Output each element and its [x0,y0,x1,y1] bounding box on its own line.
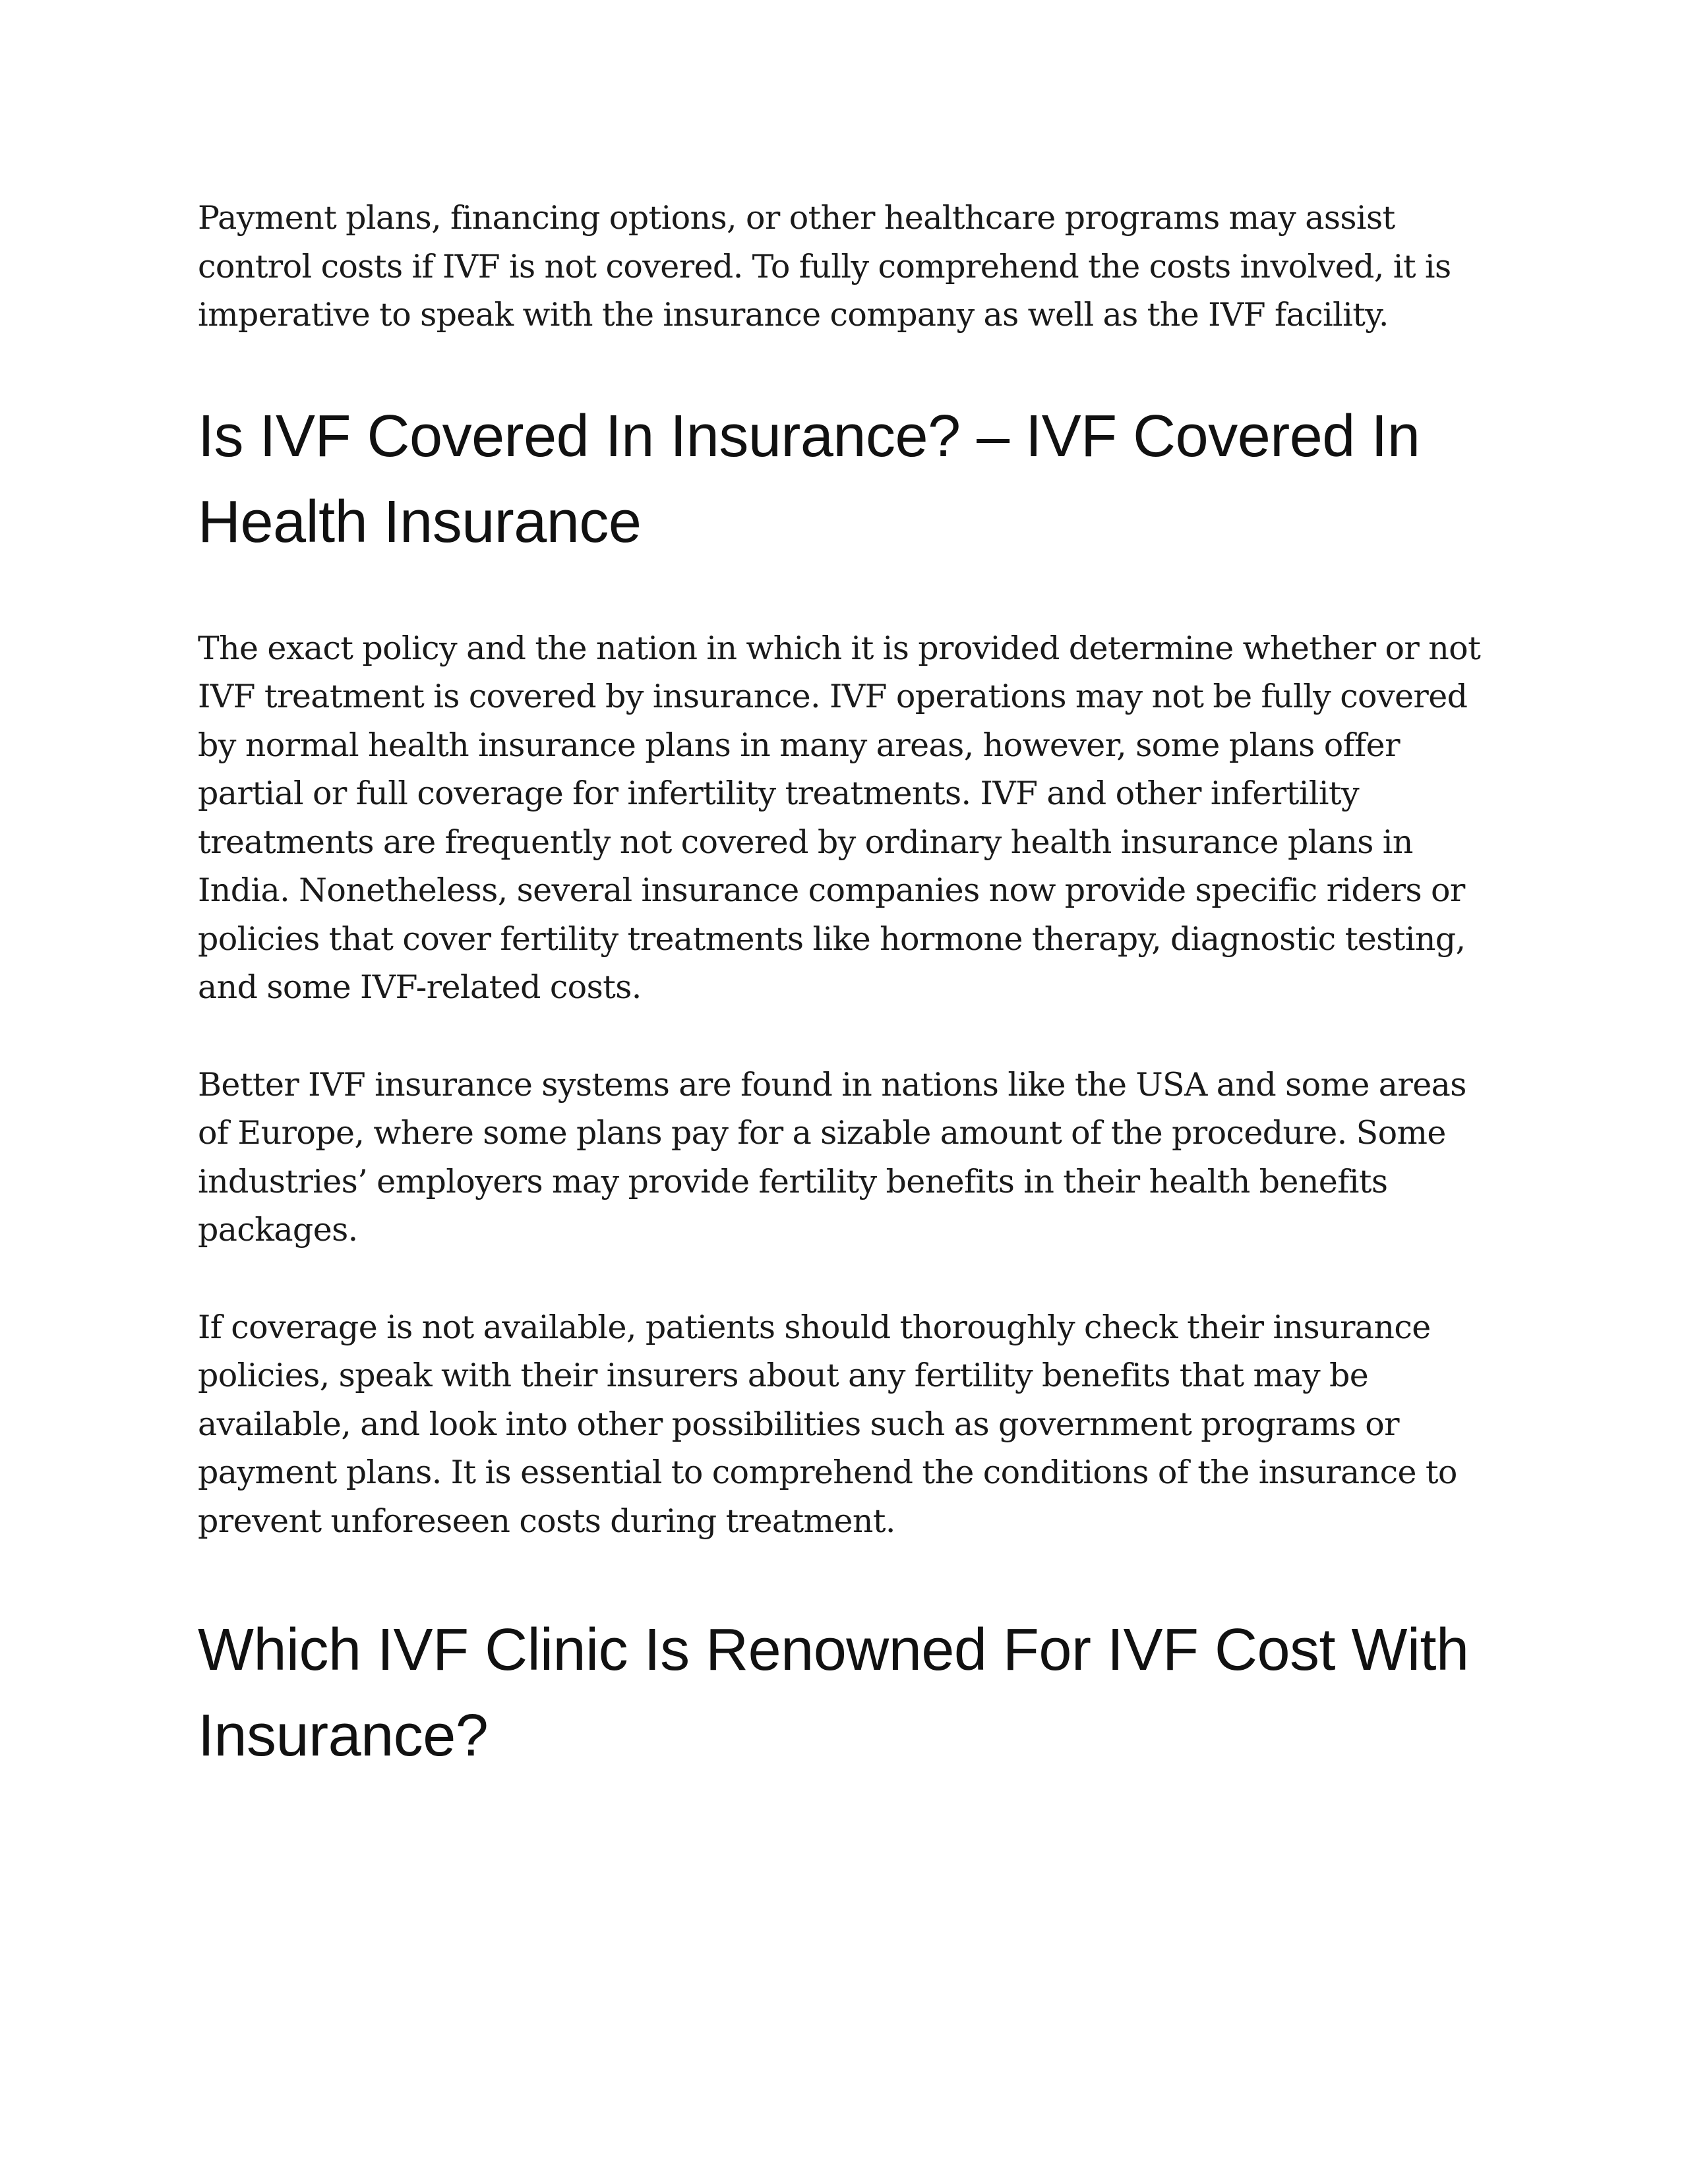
heading-ivf-covered: Is IVF Covered In Insurance? – IVF Covered In Health Insurance [198,403,1420,555]
document-body [198,194,1490,1779]
paragraph-payment-plans: Payment plans, financing options, or other healthcare programs may assist control costs if IVF is not covered. To fully comprehend the costs involved, it is imperative to speak with the insurance company as well as the IVF facility. [198,199,1451,334]
paragraph-better-systems: Better IVF insurance systems are found in nations like the USA and some areas of Europe, where some plans pay for a sizable amount of the procedure. Some industries’ employers may provide fertility benefits in their health benefits packages. [198,1065,1466,1249]
paragraph-coverage-unavailable: If coverage is not available, patients should thoroughly check their insurance policies, speak with their insurers about any fertility benefits that may be available, and look into other possibilities such as government programs or payment plans. It is essential to comprehend the conditions of the insurance to prevent unforeseen costs during treatment. [198,1308,1457,1540]
heading-which-clinic: Which IVF Clinic Is Renowned For IVF Cost With Insurance? [198,1617,1469,1769]
paragraph-policy-nation: The exact policy and the nation in which it is provided determine whether or not IVF treatment is covered by insurance. IVF operations may not be fully covered by normal health insurance plans in many areas, however, some plans offer partial or full coverage for infertility treatments. IVF and other infertility treatments are frequently not covered by ordinary health insurance plans in India. Nonetheless, several insurance companies now provide specific riders or policies that cover fertility treatments like hormone therapy, diagnostic testing, and some IVF-related costs. [198,629,1481,1006]
